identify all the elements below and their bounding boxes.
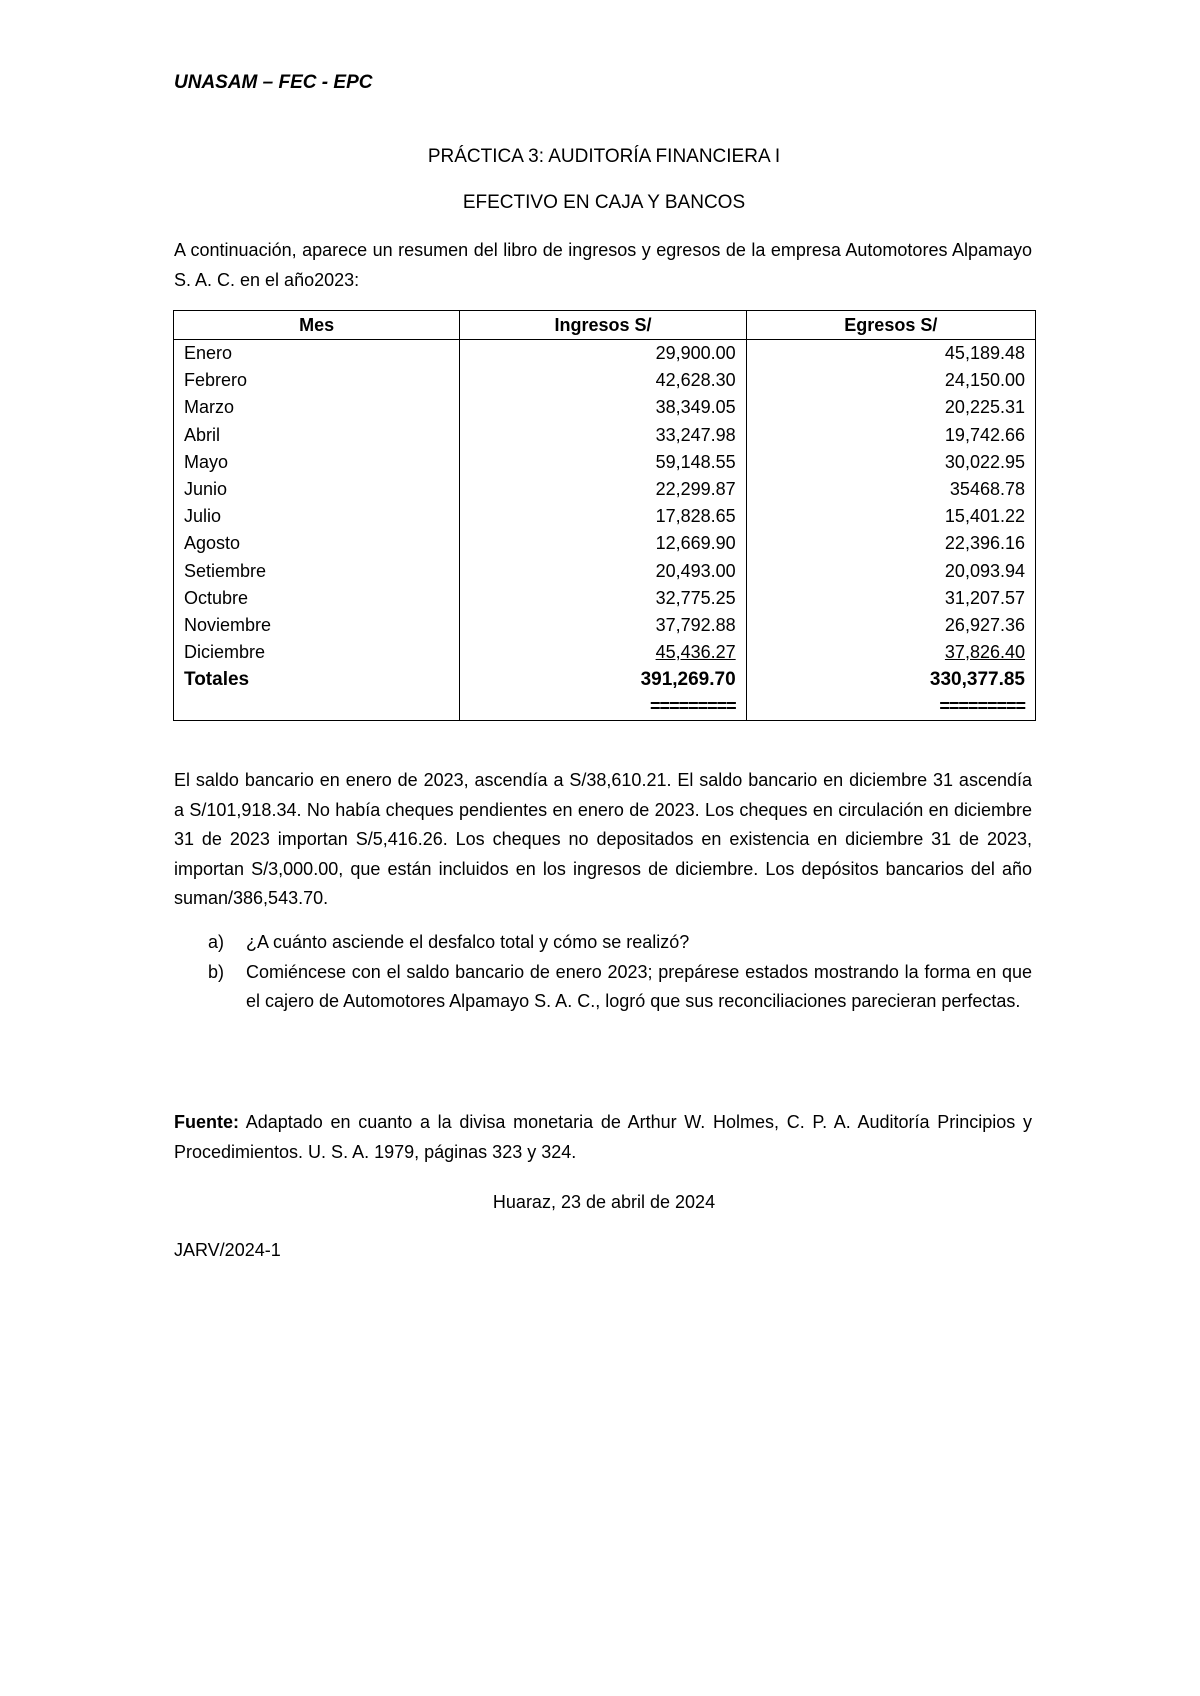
cell-egresos: 26,927.36 [746, 612, 1035, 639]
table-row [174, 639, 1036, 666]
cell-mes: Setiembre [174, 558, 460, 585]
cell-ingresos: 42,628.30 [460, 367, 746, 394]
table-row [174, 612, 1036, 639]
cell-ingresos: 59,148.55 [460, 449, 746, 476]
cell-ingresos: 38,349.05 [460, 394, 746, 421]
table-row [174, 367, 1036, 394]
double-rule-ingresos: ========= [460, 693, 746, 721]
question-text: ¿A cuánto asciende el desfalco total y cómo se realizó? [246, 932, 690, 952]
question-text: Comiéncese con el saldo bancario de enero 2023; prepárese estados mostrando la forma en que el cajero de Automotores Alpamayo S. A. C., logró que sus reconciliaciones parecieran perfectas. [246, 961, 1032, 1011]
table-row [174, 503, 1036, 530]
cell-egresos: 20,225.31 [746, 394, 1035, 421]
cell-mes: Julio [174, 503, 460, 530]
cell-ingresos: 33,247.98 [460, 422, 746, 449]
income-expense-table [173, 310, 1036, 721]
totals-label: Totales [174, 666, 460, 693]
table-row [174, 340, 1036, 368]
case-description-paragraph: El saldo bancario en enero de 2023, ascendía a S/38,610.21. El saldo bancario en diciembre 31 ascendía a S/101,918.34. No había cheques pendientes en enero de 2023. Los cheques en circulación en diciembre 31 de 2023 importan S/5,416.26. Los cheques no depositados en existencia en diciembre 31 de 2023, importan S/3,000.00, que están incluidos en los ingresos de diciembre. Los depósitos bancarios del año suman/386,543.70. [174, 770, 1032, 908]
source-citation [174, 1108, 1032, 1167]
cell-mes: Febrero [174, 367, 460, 394]
cell-mes: Noviembre [174, 612, 460, 639]
cell-egresos: 22,396.16 [746, 530, 1035, 557]
cell-ingresos: 20,493.00 [460, 558, 746, 585]
question-list [208, 928, 1032, 1017]
cell-ingresos-value: 45,436.27 [655, 642, 736, 663]
cell-egresos-value: 37,826.40 [944, 642, 1025, 663]
double-rule-row [174, 693, 1036, 721]
cell-egresos: 19,742.66 [746, 422, 1035, 449]
source-label: Fuente: [174, 1112, 239, 1132]
cell-egresos: 31,207.57 [746, 585, 1035, 612]
cell-ingresos [460, 639, 746, 666]
cell-egresos [746, 639, 1035, 666]
cell-mes: Octubre [174, 585, 460, 612]
list-item [208, 928, 1032, 958]
intro-paragraph: A continuación, aparece un resumen del libro de ingresos y egresos de la empresa Automotores Alpamayo S. A. C. en el año2023: [174, 240, 1032, 290]
column-header-mes: Mes [174, 311, 460, 340]
cell-mes: Diciembre [174, 639, 460, 666]
table-row [174, 530, 1036, 557]
cell-mes: Marzo [174, 394, 460, 421]
cell-mes: Agosto [174, 530, 460, 557]
cell-ingresos: 29,900.00 [460, 340, 746, 368]
table-row [174, 394, 1036, 421]
cell-ingresos: 37,792.88 [460, 612, 746, 639]
total-ingresos: 391,269.70 [460, 666, 746, 693]
source-text: Adaptado en cuanto a la divisa monetaria de Arthur W. Holmes, C. P. A. Auditoría Principios y Procedimientos. U. S. A. 1979, páginas 323 y 324. [174, 1112, 1032, 1162]
list-marker: b) [208, 961, 225, 982]
cell-egresos: 24,150.00 [746, 367, 1035, 394]
cell-mes: Junio [174, 476, 460, 503]
cell-egresos: 15,401.22 [746, 503, 1035, 530]
institution-header: UNASAM – FEC - EPC [174, 72, 373, 93]
page-title: PRÁCTICA 3: AUDITORÍA FINANCIERA I [427, 146, 781, 167]
cell-egresos: 35468.78 [746, 476, 1035, 503]
table-row [174, 422, 1036, 449]
total-egresos: 330,377.85 [746, 666, 1035, 693]
table-row [174, 476, 1036, 503]
cell-ingresos: 12,669.90 [460, 530, 746, 557]
cell-ingresos: 17,828.65 [460, 503, 746, 530]
cell-ingresos: 32,775.25 [460, 585, 746, 612]
cell-ingresos: 22,299.87 [460, 476, 746, 503]
column-header-egresos: Egresos S/ [746, 311, 1035, 340]
column-header-ingresos: Ingresos S/ [460, 311, 746, 340]
list-marker: a) [208, 932, 225, 952]
cell-egresos: 30,022.95 [746, 449, 1035, 476]
double-rule-egresos: ========= [746, 693, 1035, 721]
totals-row [174, 666, 1036, 693]
document-code: JARV/2024-1 [174, 1240, 281, 1260]
table-row [174, 585, 1036, 612]
cell-mes: Abril [174, 422, 460, 449]
page-subtitle: EFECTIVO EN CAJA Y BANCOS [462, 192, 746, 213]
cell-mes: Enero [174, 340, 460, 368]
cell-egresos: 45,189.48 [746, 340, 1035, 368]
cell-mes: Mayo [174, 449, 460, 476]
double-rule-empty [174, 693, 460, 721]
place-date: Huaraz, 23 de abril de 2024 [492, 1192, 716, 1212]
table-row [174, 449, 1036, 476]
table-row [174, 558, 1036, 585]
cell-egresos: 20,093.94 [746, 558, 1035, 585]
list-item [208, 958, 1032, 1017]
table-header-row [174, 311, 1036, 340]
